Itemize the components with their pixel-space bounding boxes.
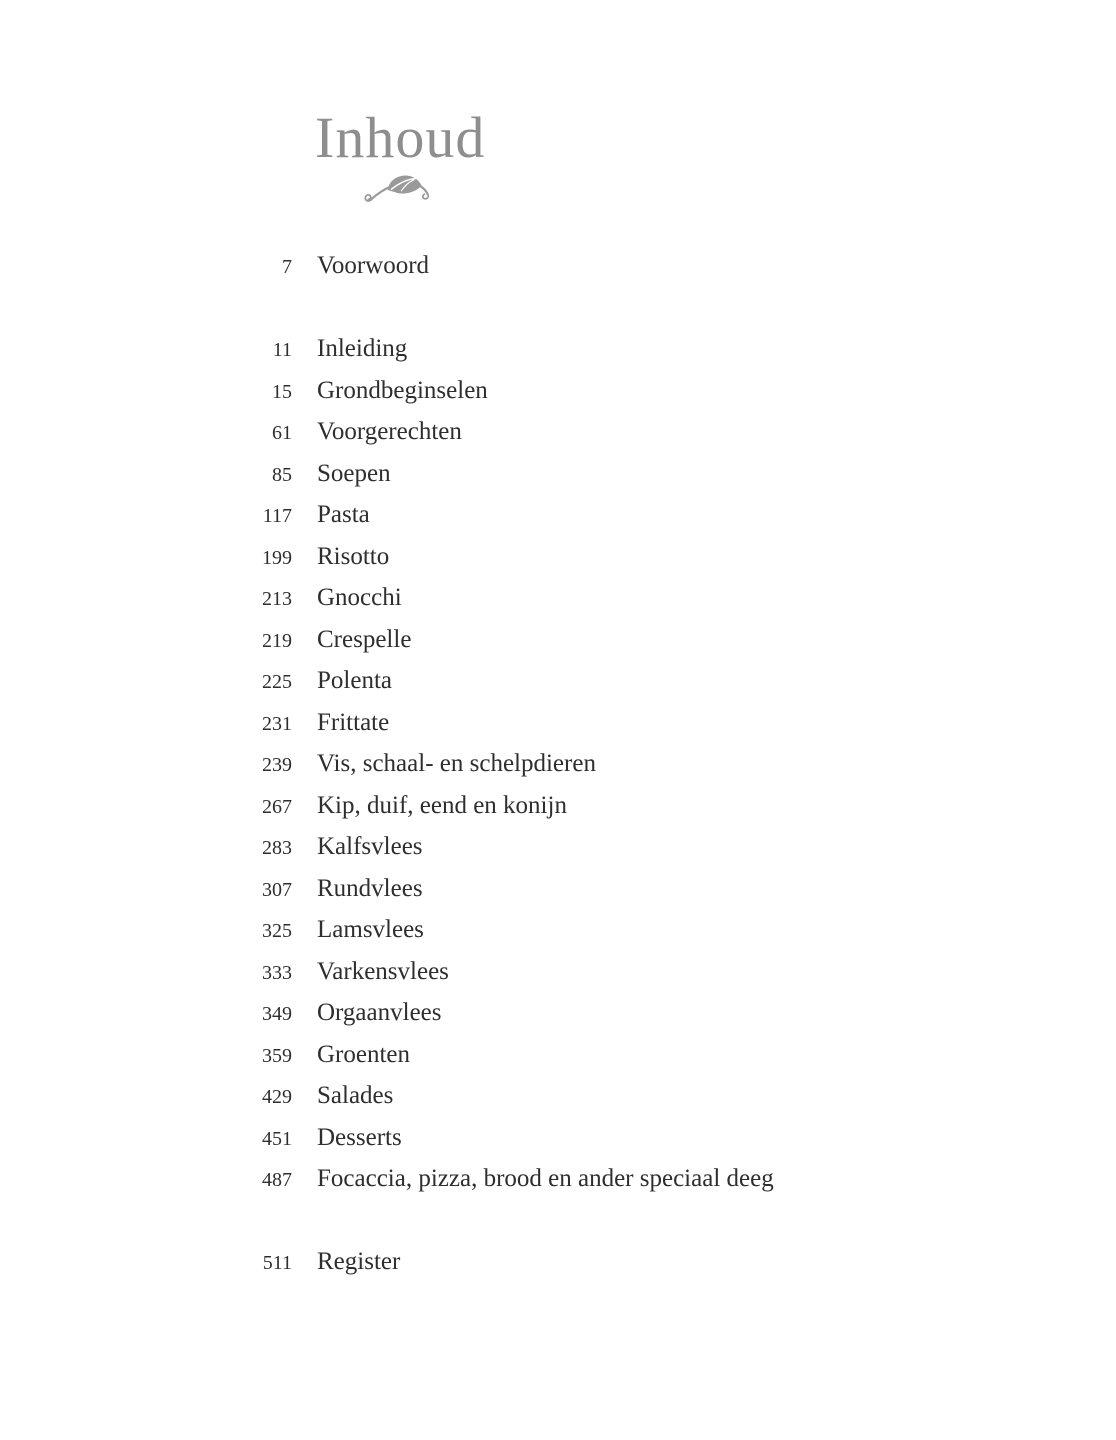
toc-entry-label: Risotto (317, 542, 390, 570)
toc-entry (202, 377, 774, 419)
toc-entry-page-number: 429 (262, 1086, 292, 1108)
toc-entry (202, 1041, 774, 1083)
toc-entry-label: Voorwoord (317, 252, 430, 279)
leaf-flourish-icon (315, 172, 485, 213)
toc-entry-label: Desserts (317, 1123, 402, 1151)
toc-entry-page-number: 225 (262, 671, 292, 693)
toc-entry (202, 543, 774, 585)
page-title: Inhoud (315, 105, 486, 170)
toc-entry-page-number: 219 (262, 629, 292, 652)
toc-entry-page-number: 307 (262, 878, 292, 901)
toc-entry (202, 418, 774, 460)
toc-entry-label: Rundvlees (317, 874, 423, 902)
toc-entry (202, 916, 774, 958)
toc-entry-page-number: 487 (262, 1169, 292, 1191)
toc-section (202, 335, 774, 1207)
toc-entry (202, 1248, 774, 1290)
toc-entry-label: Focaccia, pizza, brood en ander speciaal deeg (317, 1165, 774, 1192)
toc-entry (202, 750, 774, 792)
toc-entry (202, 792, 774, 834)
toc-entry-label: Vis, schaal- en schelpdieren (317, 750, 596, 777)
toc-entry-page-number: 7 (282, 256, 292, 278)
toc-entry-page-number: 199 (262, 546, 292, 569)
toc-entry-label: Crespelle (317, 625, 412, 653)
toc-entry-label: Inleiding (317, 335, 408, 362)
toc-entry-page-number: 511 (262, 1252, 292, 1274)
toc-entry-label: Groenten (317, 1040, 411, 1068)
toc-entry (202, 584, 774, 626)
toc-entry (202, 999, 774, 1041)
toc-entry-label: Varkensvlees (317, 957, 449, 985)
toc-entry (202, 875, 774, 917)
toc-entry-page-number: 349 (262, 1003, 292, 1025)
toc-entry-page-number: 359 (262, 1044, 292, 1067)
toc-entry-page-number: 15 (272, 380, 292, 403)
toc-entry (202, 626, 774, 668)
toc-entry-page-number: 267 (262, 795, 292, 818)
toc-entry-page-number: 11 (272, 339, 292, 361)
toc-entry-page-number: 117 (262, 505, 292, 527)
toc-list (202, 252, 774, 1290)
toc-entry-label: Kalfsvlees (317, 833, 423, 860)
toc-entry-label: Soepen (317, 459, 391, 487)
toc-entry-label: Lamsvlees (317, 916, 424, 943)
toc-entry-label: Grondbeginselen (317, 376, 488, 404)
toc-entry-label: Orgaanvlees (317, 999, 442, 1026)
toc-entry-label: Pasta (317, 501, 370, 528)
toc-section (202, 1248, 774, 1290)
page-header (315, 106, 495, 213)
toc-entry (202, 460, 774, 502)
toc-entry-page-number: 85 (272, 463, 292, 486)
toc-entry (202, 667, 774, 709)
toc-entry (202, 833, 774, 875)
toc-section (202, 252, 774, 294)
toc-entry (202, 1124, 774, 1166)
toc-entry-page-number: 61 (272, 422, 292, 444)
toc-entry-label: Frittate (317, 708, 390, 736)
toc-entry-page-number: 325 (262, 920, 292, 942)
toc-entry (202, 501, 774, 543)
toc-entry-label: Polenta (317, 667, 392, 694)
toc-entry-page-number: 231 (262, 712, 292, 735)
toc-entry (202, 252, 774, 294)
toc-entry-page-number: 213 (262, 588, 292, 610)
toc-entry (202, 1082, 774, 1124)
toc-entry (202, 958, 774, 1000)
toc-entry (202, 335, 774, 377)
toc-entry (202, 709, 774, 751)
toc-entry-label: Salades (317, 1082, 394, 1109)
toc-entry-page-number: 451 (262, 1127, 292, 1150)
toc-entry-page-number: 239 (262, 754, 292, 776)
toc-entry-label: Voorgerechten (317, 418, 462, 445)
toc-entry-page-number: 283 (262, 837, 292, 859)
toc-entry (202, 1165, 774, 1207)
toc-entry-label: Register (317, 1248, 401, 1275)
toc-entry-label: Kip, duif, eend en konijn (317, 791, 567, 819)
toc-entry-label: Gnocchi (317, 584, 402, 611)
toc-entry-page-number: 333 (262, 961, 292, 984)
